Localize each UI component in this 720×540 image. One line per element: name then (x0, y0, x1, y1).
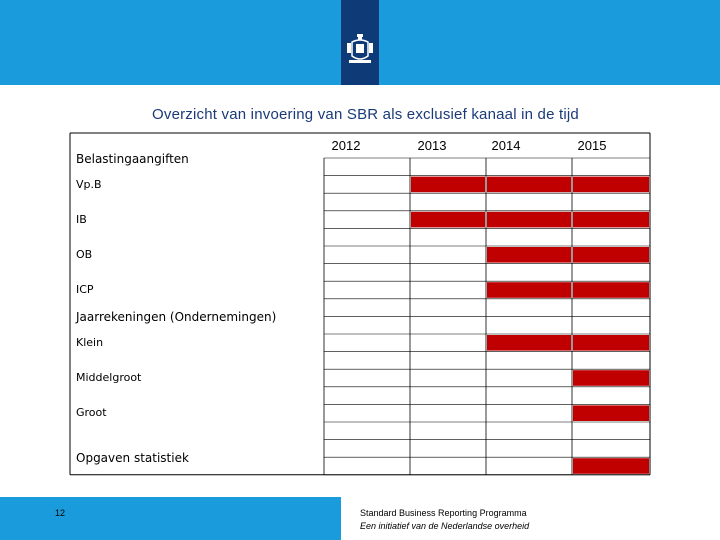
filled-cell-2014 (487, 335, 571, 351)
section-label: Opgaven statistiek (76, 451, 189, 466)
section-label: Jaarrekeningen (Ondernemingen) (76, 310, 277, 325)
filled-cell-2014 (487, 282, 571, 298)
row-label: Vp.B (76, 177, 102, 191)
page-title: Overzicht van invoering van SBR als exclusief kanaal in de tijd (152, 106, 579, 123)
filled-cell-2013 (411, 212, 485, 228)
year-header-2012: 2012 (331, 138, 361, 153)
filled-cell-2014 (487, 212, 571, 228)
filled-cell-2015 (573, 405, 649, 421)
footer-tagline: Een initiatief van de Nederlandse overheid (360, 521, 530, 531)
page-number: 12 (55, 508, 66, 518)
row-label: ICP (76, 283, 94, 297)
row-label: Middelgroot (76, 371, 142, 385)
section-label: Belastingaangiften (76, 152, 189, 166)
year-header-2014: 2014 (491, 138, 521, 153)
footer-panel (341, 497, 720, 540)
filled-cell-2015 (573, 247, 649, 263)
filled-cell-2015 (573, 370, 649, 386)
row-label: IB (76, 212, 87, 226)
filled-cell-2015 (573, 458, 649, 474)
row-label: Klein (76, 336, 104, 349)
filled-cell-2015 (573, 212, 649, 228)
filled-cell-2014 (487, 177, 571, 193)
year-header-2013: 2013 (417, 138, 447, 153)
row-label: Groot (76, 406, 107, 420)
filled-cell-2013 (411, 177, 485, 193)
filled-cell-2015 (573, 177, 649, 193)
filled-cell-2015 (573, 282, 649, 298)
filled-cell-2014 (487, 247, 571, 263)
row-label: OB (76, 248, 93, 261)
footer-programme: Standard Business Reporting Programma (360, 508, 527, 518)
year-header-2015: 2015 (577, 138, 607, 153)
filled-cell-2015 (573, 335, 649, 351)
